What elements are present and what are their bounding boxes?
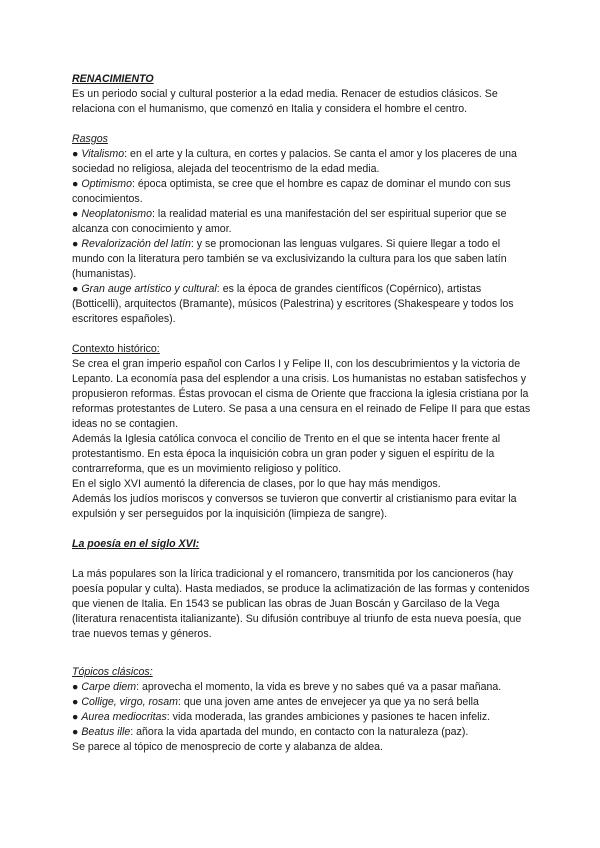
item-term: Revalorización del latín xyxy=(81,238,191,250)
document-title: RENACIMIENTO xyxy=(72,73,154,85)
item-text: es la época de grandes científicos (Copérnico), artistas (Botticelli), arquitectos (Bramante), músicos (Palestrina) y escritores (Shakespeare y todos los escritores españoles). xyxy=(72,283,514,325)
item-term: Beatus ille xyxy=(81,726,131,738)
item-term: Carpe diem xyxy=(81,681,137,693)
list-item: ● Collige, virgo, rosam: que una joven ame antes de envejecer ya que ya no será bella xyxy=(72,696,479,708)
bullet-icon: ● xyxy=(72,283,79,295)
list-item: ● Gran auge artístico y cultural: es la época de grandes científicos (Copérnico), artistas (Botticelli), arquitectos (Bramante), músicos (Palestrina) y escritores (Shakespeare y todos los escritores españoles). xyxy=(72,283,514,325)
contexto-paragraph: Además la Iglesia católica convoca el concilio de Trento en el que se intenta hacer frente al protestantismo. En esta época la inquisición cobra un gran poder y siguen el espíritu de la contrarreforma, que es un movimiento religioso y político. xyxy=(72,433,501,475)
list-item: ● Neoplatonismo: la realidad material es una manifestación del ser espiritual superior que se alcanza con conocimiento y amor. xyxy=(72,208,507,235)
rasgos-heading: Rasgos xyxy=(72,133,108,145)
item-term: Neoplatonismo xyxy=(81,208,153,220)
item-text: la realidad material es una manifestación del ser espiritual superior que se alcanza con conocimiento y amor. xyxy=(72,208,507,235)
bullet-icon: ● xyxy=(72,681,79,693)
item-text: época optimista, se cree que el hombre es capaz de dominar el mundo con sus conocimientos. xyxy=(72,178,511,205)
item-term: Optimismo xyxy=(81,178,132,190)
list-item: ● Carpe diem: aprovecha el momento, la vida es breve y no sabes qué va a pasar mañana. xyxy=(72,681,502,693)
item-text: en el arte y la cultura, en cortes y palacios. Se canta el amor y los placeres de una sociedad no religiosa, alejada del teocentrismo de la edad media. xyxy=(72,148,517,175)
contexto-paragraph: En el siglo XVI aumentó la diferencia de clases, por lo que hay más mendigos. xyxy=(72,478,441,490)
list-item: ● Beatus ille: añora la vida apartada del mundo, en contacto con la naturaleza (paz). xyxy=(72,726,469,738)
item-term: Collige, virgo, rosam xyxy=(81,696,178,708)
document-page xyxy=(72,72,532,755)
item-text: que una joven ame antes de envejecer ya que ya no será bella xyxy=(180,696,479,708)
item-text: y se promocionan las lenguas vulgares. Si quiere llegar a todo el mundo con la literatura pero también se va exclusivizando la cultura para los que saben latín (humanistas). xyxy=(72,238,507,280)
item-text: aprovecha el momento, la vida es breve y no sabes qué va a pasar mañana. xyxy=(139,681,502,693)
bullet-icon: ● xyxy=(72,711,79,723)
rasgos-list xyxy=(72,147,532,327)
item-text: añora la vida apartada del mundo, en contacto con la naturaleza (paz). xyxy=(133,726,469,738)
bullet-icon: ● xyxy=(72,148,79,160)
contexto-paragraph: Se crea el gran imperio español con Carlos I y Felipe II, con los descubrimientos y la victoria de Lepanto. La economía pasa del esplendor a una crisis. Los humanistas no estaban satisfechos y propusieron reformas. Éstas provocan el cisma de Oriente que fracciona la iglesia cristiana por la reformas protestantes de Lutero. Se pasa a una censura en el reinado de Felipe II para que estas ideas no se contagien. xyxy=(72,358,531,430)
bullet-icon: ● xyxy=(72,726,79,738)
item-term: Aurea mediocritas xyxy=(81,711,167,723)
topicos-closing: Se parece al tópico de menosprecio de corte y alabanza de aldea. xyxy=(72,741,383,753)
contexto-paragraph: Además los judíos moriscos y conversos se tuvieron que convertir al cristianismo para evitar la expulsión y ser perseguidos por la inquisición (limpieza de sangre). xyxy=(72,493,517,520)
bullet-icon: ● xyxy=(72,208,79,220)
topicos-list xyxy=(72,680,532,740)
poesia-heading: La poesía en el siglo XVI: xyxy=(72,538,200,550)
contexto-heading: Contexto histórico: xyxy=(72,343,160,355)
item-text: vida moderada, las grandes ambiciones y pasiones te hacen infeliz. xyxy=(169,711,491,723)
topicos-heading: Tópicos clásicos: xyxy=(72,666,153,678)
poesia-paragraph: La más populares son la lírica tradicional y el romancero, transmitida por los cancioneros (hay poesía popular y culta). Hasta mediados, se produce la aclimatización de las formas y contenidos que vienen de Italia. En 1543 se publican las obras de Juan Boscán y Garcilaso de la Vega (literatura renacentista italianizante). Su difusión contribuye al triunfo de esta nueva poesía, que trae nuevos temas y géneros. xyxy=(72,568,530,640)
list-item: ● Aurea mediocritas: vida moderada, las grandes ambiciones y pasiones te hacen infeliz. xyxy=(72,711,491,723)
item-term: Gran auge artístico y cultural xyxy=(81,283,217,295)
list-item: ● Optimismo: época optimista, se cree que el hombre es capaz de dominar el mundo con sus conocimientos. xyxy=(72,178,511,205)
bullet-icon: ● xyxy=(72,696,79,708)
bullet-icon: ● xyxy=(72,178,79,190)
intro-paragraph: Es un periodo social y cultural posterior a la edad media. Renacer de estudios clásicos. Se relaciona con el humanismo, que comenzó en Italia y considera el hombre el centro. xyxy=(72,88,498,115)
bullet-icon: ● xyxy=(72,238,79,250)
list-item: ● Vitalismo: en el arte y la cultura, en cortes y palacios. Se canta el amor y los placeres de una sociedad no religiosa, alejada del teocentrismo de la edad media. xyxy=(72,148,517,175)
list-item: ● Revalorización del latín: y se promocionan las lenguas vulgares. Si quiere llegar a todo el mundo con la literatura pero también se va exclusivizando la cultura para los que saben latín (humanistas). xyxy=(72,238,507,280)
item-term: Vitalismo xyxy=(81,148,125,160)
